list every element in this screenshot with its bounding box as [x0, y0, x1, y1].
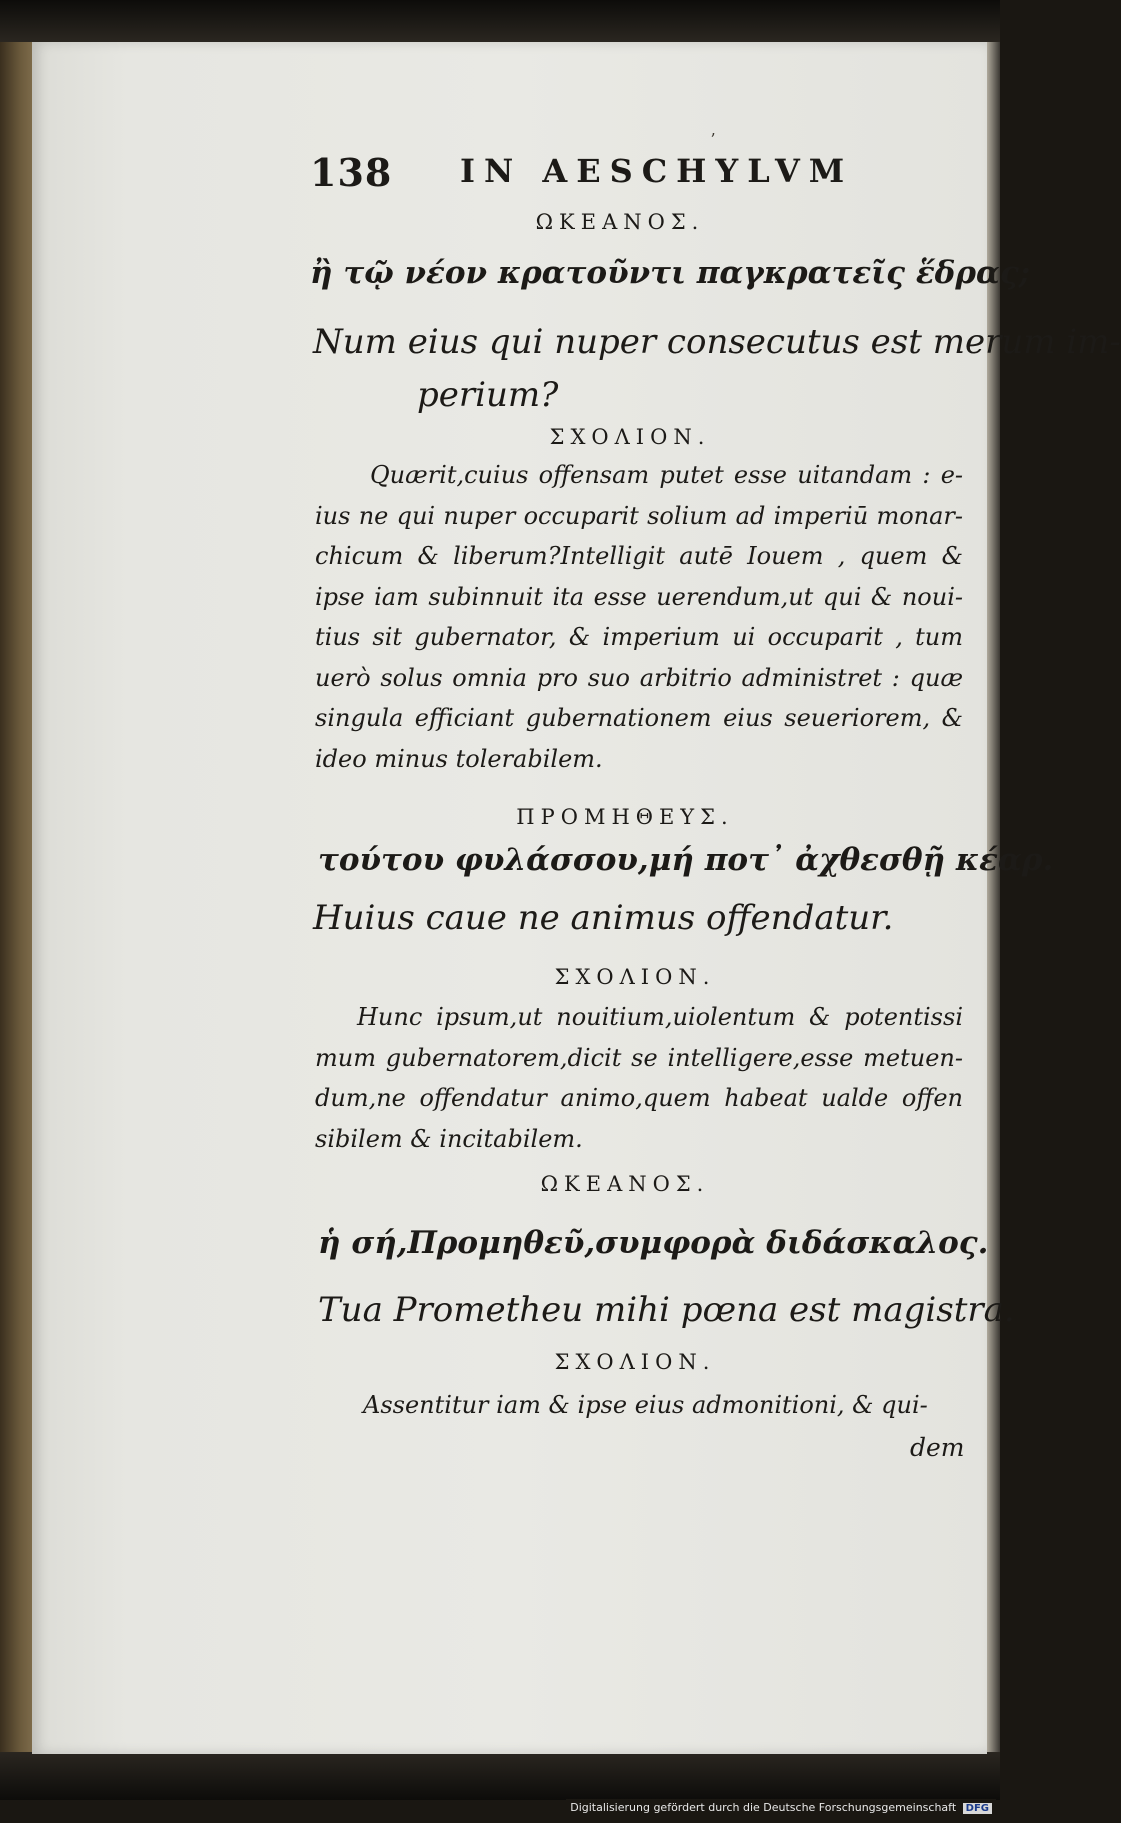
scholion-heading: ΣΧΟΛΙΟΝ. [549, 425, 711, 449]
paragraph-line: ideo minus tolerabilem. [315, 744, 603, 773]
paragraph-line: mum gubernatorem,dicit se intelligere,esse metuen- [315, 1043, 963, 1072]
page-number: 138 [310, 150, 393, 195]
paragraph-line: ipse iam subinnuit ita esse uerendum,ut qui & noui- [315, 582, 963, 611]
speaker-heading: ΩΚΕΑΝΟΣ. [535, 210, 705, 234]
paragraph-line: singula efficiant gubernationem eius seueriorem, & [315, 704, 963, 732]
running-header [310, 150, 890, 200]
top-scan-edge [0, 0, 1000, 42]
scholion-paragraph [315, 997, 963, 1159]
paragraph-line: sibilem & incitabilem. [315, 1124, 583, 1153]
paragraph-line: uerò solus omnia pro suo arbitrio administret : quæ [315, 663, 963, 692]
greek-verse: τούτου φυλάσσου,μή ποτ᾽ ἀχθεσθῇ κέαρ. [318, 842, 1054, 878]
bottom-scan-edge [0, 1752, 1000, 1800]
print-mark: ʼ [710, 130, 716, 149]
catchword: dem [910, 1433, 965, 1462]
paragraph-line: Assentitur iam & ipse eius admonitioni, & qui- [363, 1391, 928, 1419]
scholion-heading: ΣΧΟΛΙΟΝ. [554, 1350, 716, 1374]
running-title: IN AESCHYLVM [460, 152, 854, 190]
speaker-heading: ΠΡΟΜΗΘΕΥΣ. [516, 805, 734, 829]
paragraph-line: Quærit,cuius offensam putet esse uitandam : e- [370, 461, 963, 489]
scholion-paragraph [315, 1385, 963, 1426]
paragraph-line: tius sit gubernator, & imperium ui occuparit , tum [315, 623, 963, 651]
latin-translation: Num eius qui nuper consecutus est merum im- [313, 322, 1121, 362]
dfg-logo: DFG [963, 1803, 992, 1814]
digitization-credit [566, 1799, 996, 1823]
greek-verse: ἡ σή,Προμηθεῦ,συμφορὰ διδάσκαλος. [318, 1225, 989, 1261]
speaker-heading: ΩΚΕΑΝΟΣ. [540, 1172, 710, 1196]
paragraph-line: chicum & liberum?Intelligit autē Iouem , quem & [315, 542, 963, 570]
latin-translation-continued: perium? [417, 375, 559, 415]
right-scan-edge [986, 42, 1000, 1762]
scholion-heading: ΣΧΟΛΙΟΝ. [554, 965, 716, 989]
paragraph-line: dum,ne offendatur animo,quem habeat ualde offen [315, 1084, 963, 1112]
book-spine-edge [0, 42, 34, 1762]
paragraph-line: ius ne qui nuper occuparit solium ad imperiū monar- [315, 501, 963, 530]
latin-translation: Tua Prometheu mihi pœna est magistra. [318, 1290, 1015, 1330]
credit-text: Digitalisierung gefördert durch die Deutsche Forschungsgemeinschaft [570, 1801, 957, 1814]
latin-translation: Huius caue ne animus offendatur. [313, 898, 894, 938]
greek-verse: ἢ τῷ νέον κρατοῦντι παγκρατεῖς ἕδρας; [310, 255, 1031, 291]
paragraph-line: Hunc ipsum,ut nouitium,uiolentum & potentissi [357, 1003, 963, 1031]
scholion-paragraph [315, 455, 963, 779]
